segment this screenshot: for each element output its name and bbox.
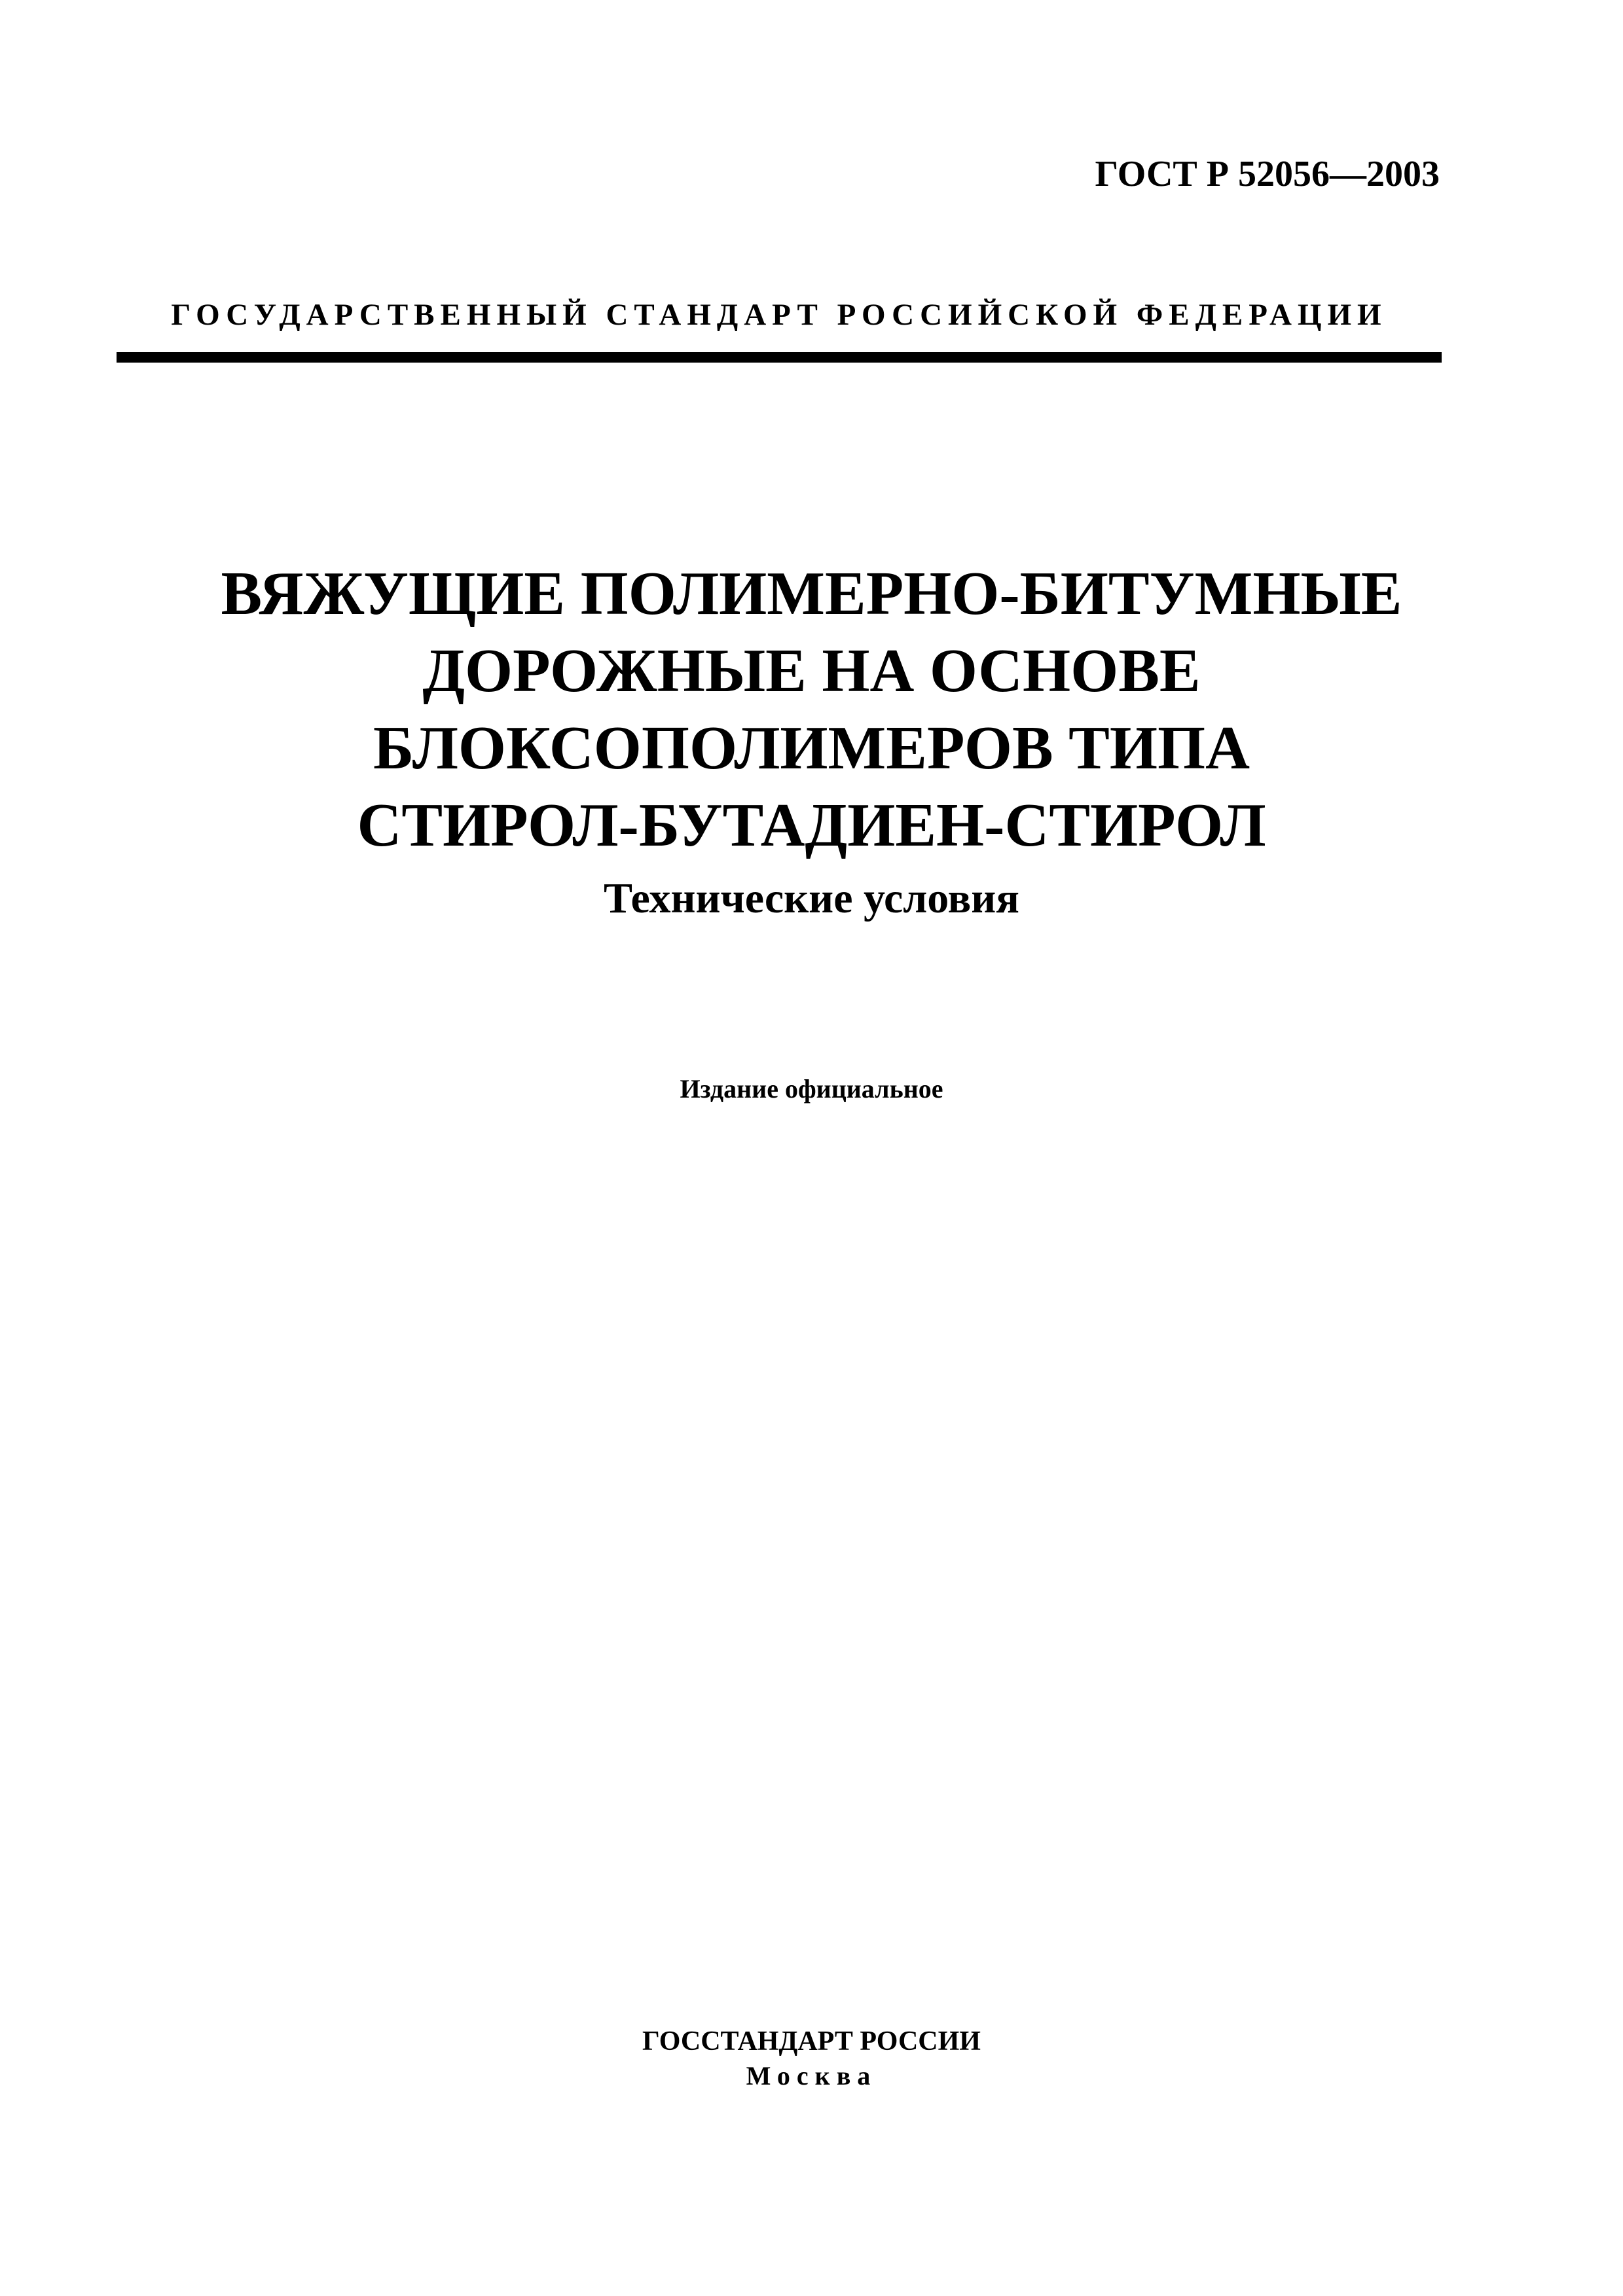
title-line: БЛОКСОПОЛИМЕРОВ ТИПА (373, 714, 1250, 782)
document-number: ГОСТ Р 52056—2003 (1095, 154, 1440, 194)
title-line: ДОРОЖНЫЕ НА ОСНОВЕ (422, 637, 1201, 705)
main-title (131, 555, 1492, 864)
title-line: СТИРОЛ-БУТАДИЕН-СТИРОЛ (357, 791, 1266, 859)
header-rule (117, 352, 1442, 363)
title-line: ВЯЖУЩИЕ ПОЛИМЕРНО-БИТУМНЫЕ (221, 560, 1402, 628)
publication-city: Москва (746, 2061, 877, 2090)
edition-label: Издание официальное (680, 1074, 943, 1103)
publisher: ГОССТАНДАРТ РОССИИ (642, 2026, 981, 2056)
standard-header: ГОСУДАРСТВЕННЫЙ СТАНДАРТ РОССИЙСКОЙ ФЕДЕРАЦИИ (171, 298, 1387, 332)
subtitle: Технические условия (603, 874, 1020, 922)
